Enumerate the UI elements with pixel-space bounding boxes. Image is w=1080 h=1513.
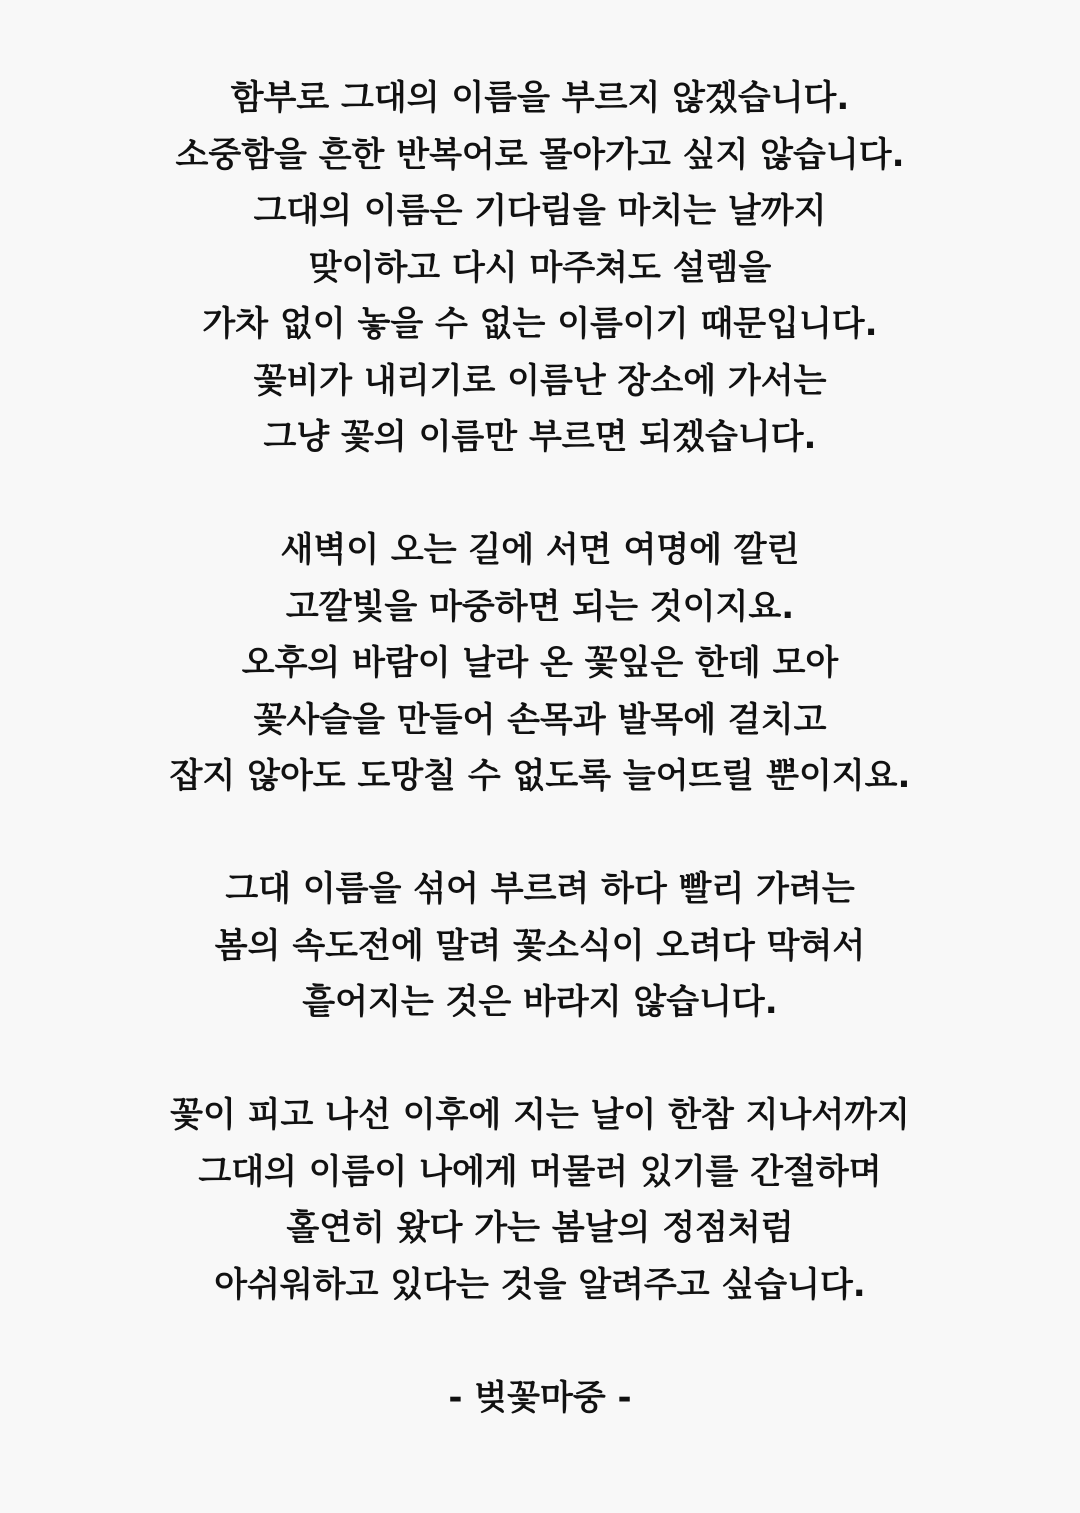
poem-line: 새벽이 오는 길에 서면 여명에 깔린 (280, 530, 800, 570)
poem-line: 잡지 않아도 도망칠 수 없도록 늘어뜨릴 뿐이지요. (169, 756, 911, 796)
poem-line: 그냥 꽃의 이름만 부르면 되겠습니다. (263, 417, 817, 457)
poem-signature (0, 1370, 1080, 1427)
poem-line: 가차 없이 놓을 수 없는 이름이기 때문입니다. (202, 304, 878, 344)
poem-line: 맞이하고 다시 마주쳐도 설렘을 (308, 247, 772, 288)
poem-line: 소중함을 흔한 반복어로 몰아가고 싶지 않습니다. (175, 134, 905, 175)
poem-stanza-3 (0, 861, 1080, 1031)
poem-line: 고깔빛을 마중하면 되는 것이지요. (285, 586, 795, 627)
signature-text: - 벚꽃마중 - (448, 1377, 632, 1418)
poem-line: 봄의 속도전에 말려 꽃소식이 오려다 막혀서 (214, 925, 866, 966)
poem-line: 아쉬워하고 있다는 것을 알려주고 싶습니다. (214, 1264, 866, 1305)
poem-line: 그대 이름을 섞어 부르려 하다 빨리 가려는 (225, 869, 855, 909)
poem-line: 꽃비가 내리기로 이름난 장소에 가서는 (253, 360, 827, 401)
poem-line: 홀연히 왔다 가는 봄날의 정점처럼 (286, 1208, 794, 1248)
poem-stanza-1 (0, 70, 1080, 466)
poem-line: 그대의 이름이 나에게 머물러 있기를 간절하며 (198, 1151, 882, 1192)
poem-line: 꽃사슬을 만들어 손목과 발목에 걸치고 (253, 699, 827, 740)
poem-stanza-4 (0, 1087, 1080, 1313)
poem-line: 그대의 이름은 기다림을 마치는 날까지 (253, 191, 827, 231)
poem-line: 꽃이 피고 나선 이후에 지는 날이 한참 지나서까지 (170, 1095, 910, 1135)
poem-page (0, 70, 1080, 1426)
poem-line: 함부로 그대의 이름을 부르지 않겠습니다. (230, 78, 850, 118)
poem-line: 오후의 바람이 날라 온 꽃잎은 한데 모아 (241, 643, 839, 683)
poem-line: 흩어지는 것은 바라지 않습니다. (302, 982, 778, 1022)
poem-stanza-2 (0, 522, 1080, 805)
